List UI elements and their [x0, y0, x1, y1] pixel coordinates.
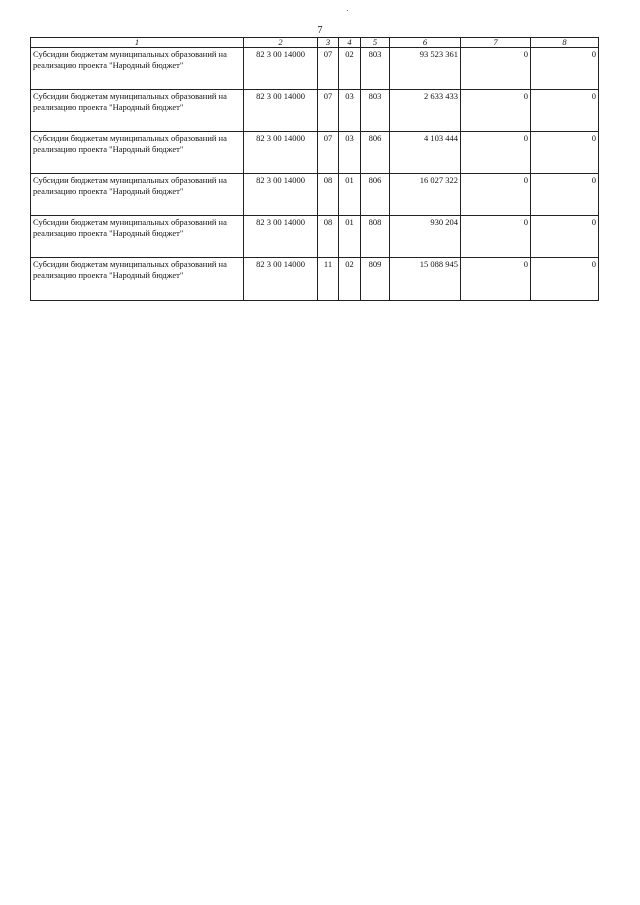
row-target-code: 82 3 00 14000 [244, 90, 318, 132]
row-ministry-code: 806 [361, 174, 390, 216]
column-header-1: 1 [31, 38, 244, 48]
row-description: Субсидии бюджетам муниципальных образований на реализацию проекта "Народный бюджет" [31, 90, 244, 132]
column-header-8: 8 [531, 38, 599, 48]
table-row [31, 216, 599, 258]
row-amount: 16 027 322 [390, 174, 461, 216]
row-target-code: 82 3 00 14000 [244, 258, 318, 301]
row-amount: 930 204 [390, 216, 461, 258]
row-target-code: 82 3 00 14000 [244, 174, 318, 216]
row-value-8: 0 [531, 216, 599, 258]
row-section: 07 [318, 132, 339, 174]
row-description: Субсидии бюджетам муниципальных образований на реализацию проекта "Народный бюджет" [31, 174, 244, 216]
budget-table [30, 37, 599, 301]
table-row [31, 132, 599, 174]
row-ministry-code: 803 [361, 90, 390, 132]
row-target-code: 82 3 00 14000 [244, 216, 318, 258]
table-row [31, 48, 599, 90]
row-subsection: 02 [339, 258, 361, 301]
row-value-8: 0 [531, 90, 599, 132]
row-description: Субсидии бюджетам муниципальных образований на реализацию проекта "Народный бюджет" [31, 132, 244, 174]
row-value-7: 0 [461, 132, 531, 174]
row-value-8: 0 [531, 174, 599, 216]
row-value-8: 0 [531, 132, 599, 174]
row-ministry-code: 809 [361, 258, 390, 301]
column-header-4: 4 [339, 38, 361, 48]
table-header-row [31, 38, 599, 48]
row-target-code: 82 3 00 14000 [244, 48, 318, 90]
row-ministry-code: 808 [361, 216, 390, 258]
row-value-7: 0 [461, 258, 531, 301]
row-value-7: 0 [461, 48, 531, 90]
row-ministry-code: 806 [361, 132, 390, 174]
table-row [31, 258, 599, 301]
row-subsection: 01 [339, 216, 361, 258]
row-amount: 2 633 433 [390, 90, 461, 132]
table-row [31, 174, 599, 216]
row-section: 08 [318, 216, 339, 258]
row-target-code: 82 3 00 14000 [244, 132, 318, 174]
row-value-7: 0 [461, 174, 531, 216]
row-subsection: 03 [339, 90, 361, 132]
row-subsection: 02 [339, 48, 361, 90]
row-value-7: 0 [461, 90, 531, 132]
row-section: 08 [318, 174, 339, 216]
row-section: 11 [318, 258, 339, 301]
row-value-7: 0 [461, 216, 531, 258]
row-subsection: 03 [339, 132, 361, 174]
row-subsection: 01 [339, 174, 361, 216]
column-header-7: 7 [461, 38, 531, 48]
column-header-5: 5 [361, 38, 390, 48]
row-description: Субсидии бюджетам муниципальных образований на реализацию проекта "Народный бюджет" [31, 216, 244, 258]
column-header-6: 6 [390, 38, 461, 48]
row-value-8: 0 [531, 48, 599, 90]
scan-speck [347, 10, 348, 11]
row-amount: 93 523 361 [390, 48, 461, 90]
table-row [31, 90, 599, 132]
column-header-3: 3 [318, 38, 339, 48]
row-description: Субсидии бюджетам муниципальных образований на реализацию проекта "Народный бюджет" [31, 258, 244, 301]
column-header-2: 2 [244, 38, 318, 48]
row-ministry-code: 803 [361, 48, 390, 90]
row-description: Субсидии бюджетам муниципальных образований на реализацию проекта "Народный бюджет" [31, 48, 244, 90]
row-amount: 4 103 444 [390, 132, 461, 174]
row-section: 07 [318, 48, 339, 90]
page-number: 7 [317, 25, 323, 36]
row-amount: 15 088 945 [390, 258, 461, 301]
row-section: 07 [318, 90, 339, 132]
row-value-8: 0 [531, 258, 599, 301]
